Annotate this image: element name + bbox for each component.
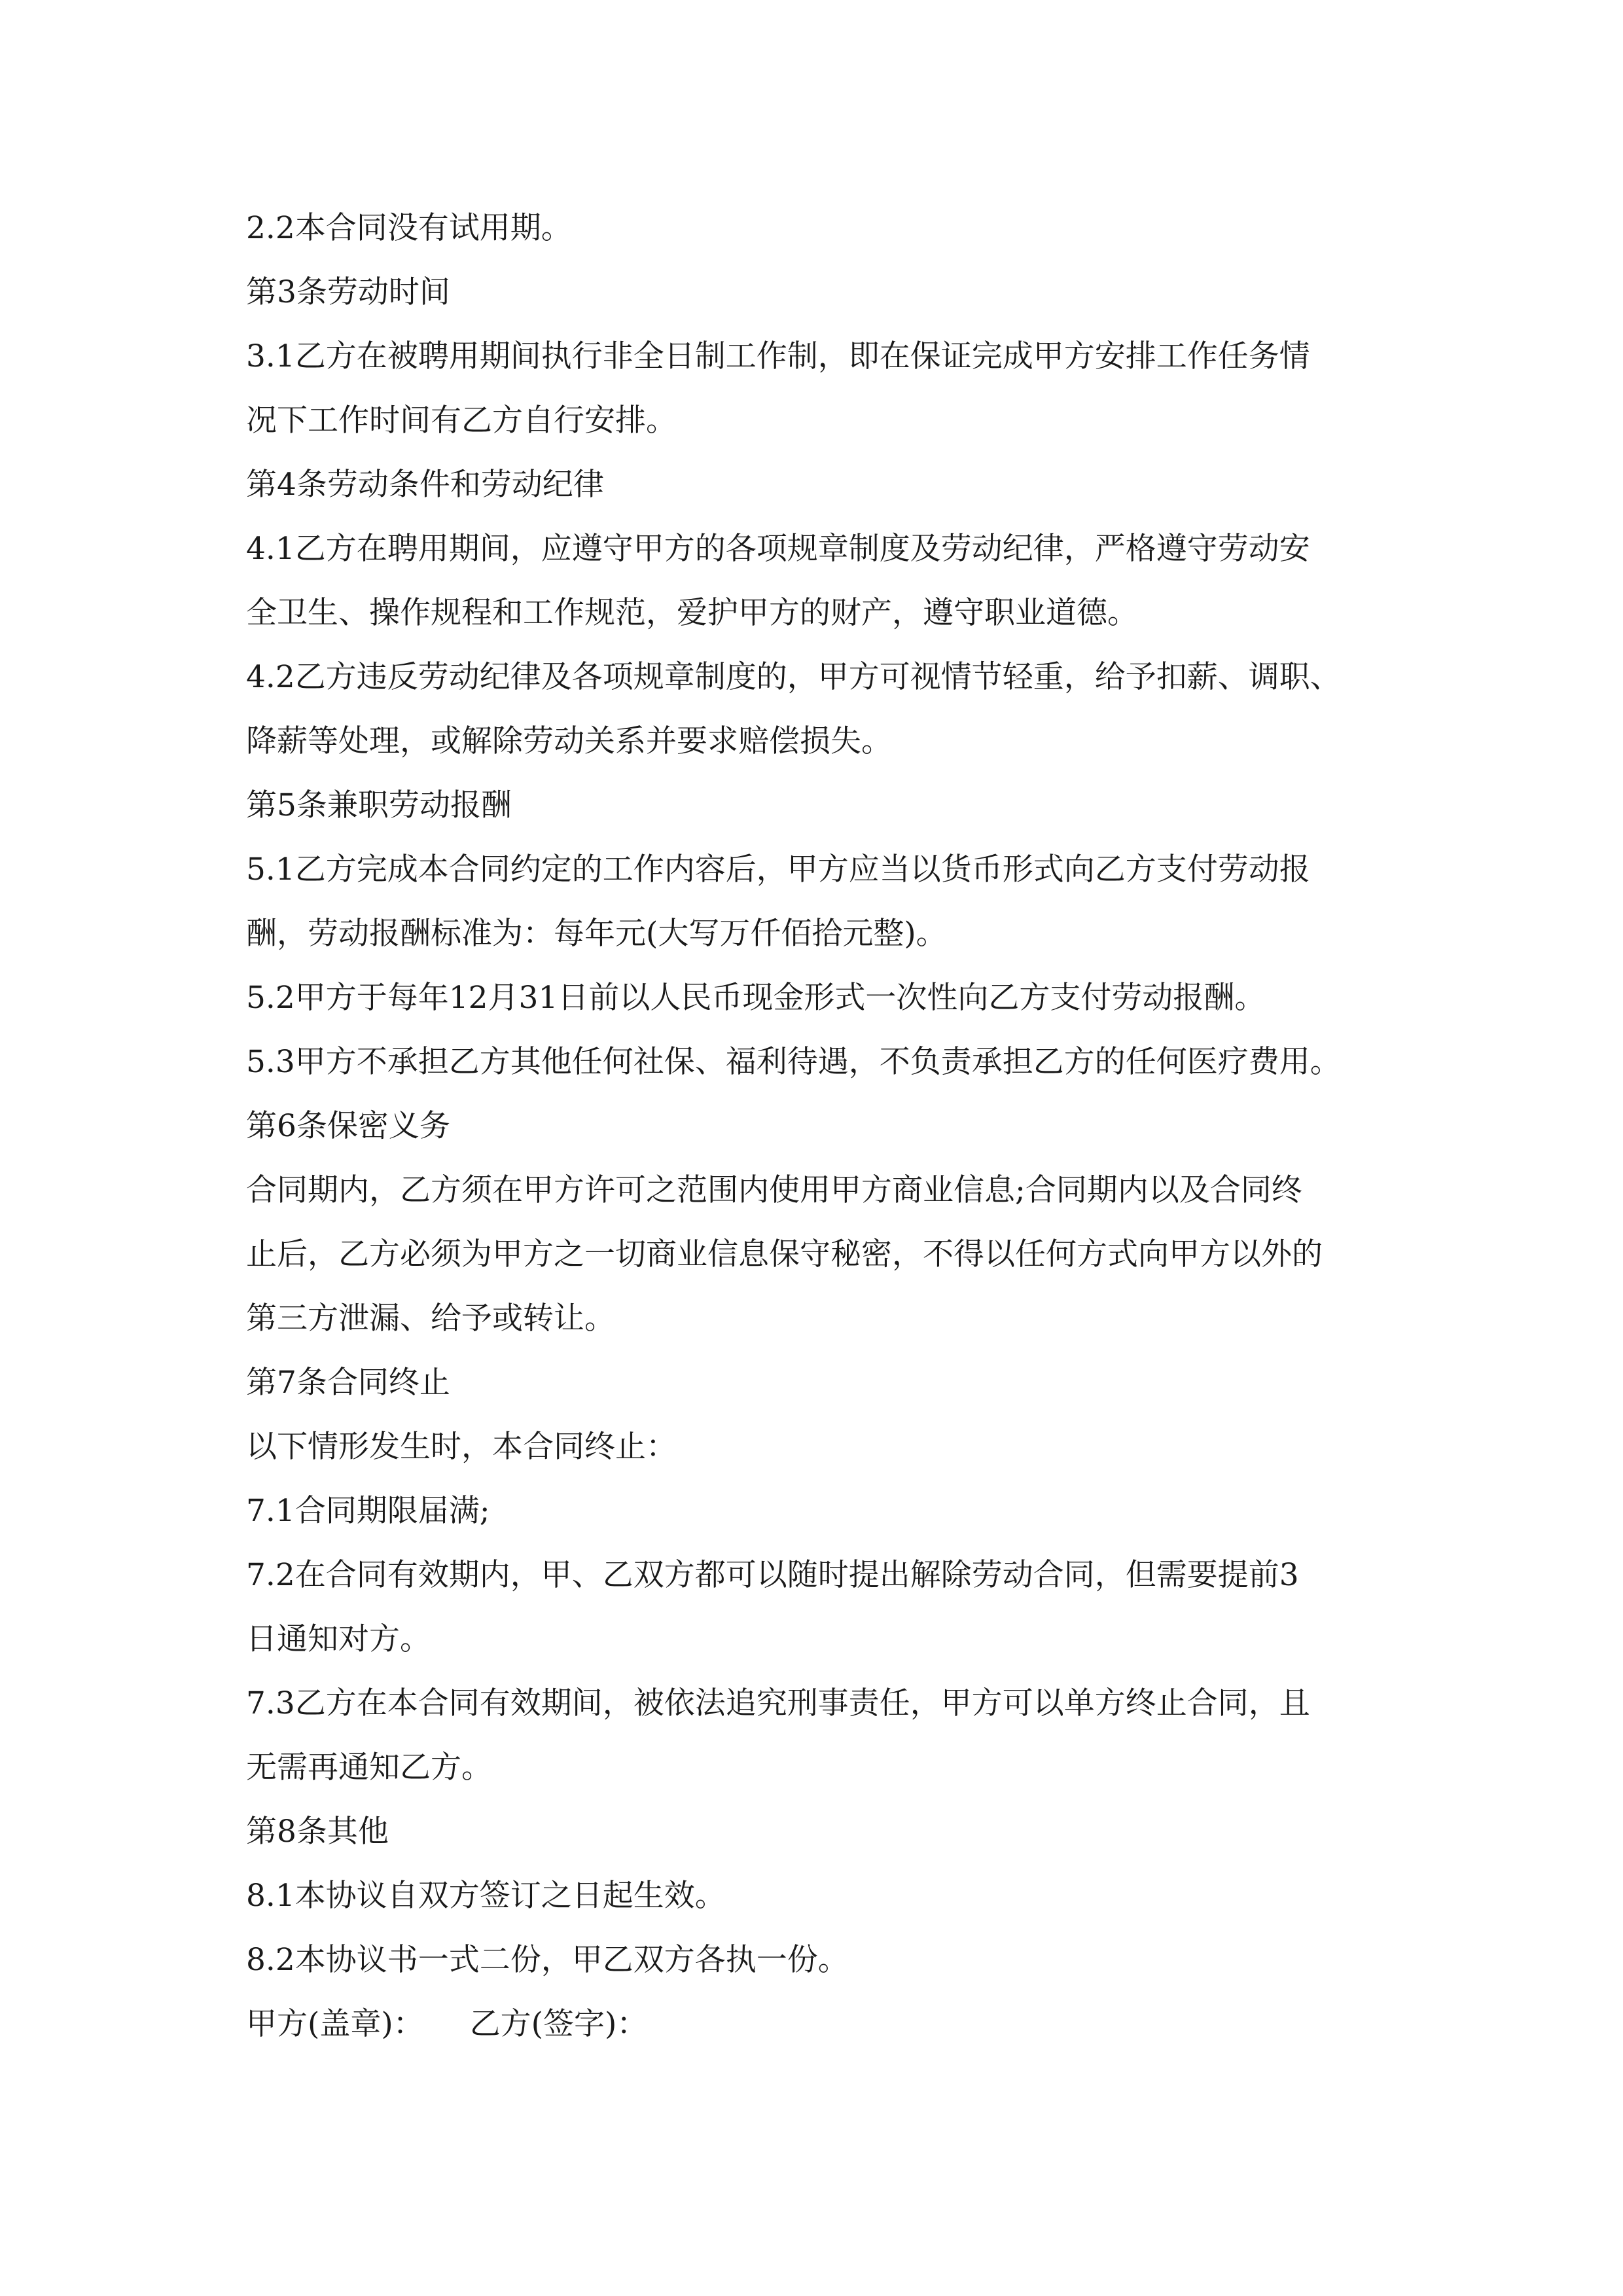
clause-4-2-line-2: 降薪等处理，或解除劳动关系并要求赔偿损失。 [246,723,892,759]
section-8-heading: 第8条其他 [246,1814,389,1850]
clause-7-3-line-2: 无需再通知乙方。 [246,1749,492,1785]
clause-7-2-line-2: 日通知对方。 [246,1621,431,1657]
clause-8-1: 8.1本协议自双方签订之日起生效。 [246,1878,726,1914]
clause-5-1-line-1: 5.1乙方完成本合同约定的工作内容后，甲方应当以货币形式向乙方支付劳动报 [246,852,1310,888]
clause-7-3-line-1: 7.3乙方在本合同有效期间，被依法追究刑事责任，甲方可以单方终止合同，且 [246,1685,1310,1721]
signature-line [246,1992,1385,2056]
clause-4-1-line-1: 4.1乙方在聘用期间，应遵守甲方的各项规章制度及劳动纪律，严格遵守劳动安 [246,531,1310,567]
section-6-text-line-3: 第三方泄漏、给予或转让。 [246,1300,615,1336]
section-4-heading: 第4条劳动条件和劳动纪律 [246,467,604,503]
clause-8-2: 8.2本协议书一式二份，甲乙双方各执一份。 [246,1942,849,1978]
party-a-seal-label: 甲方(盖章)： [246,2006,424,2042]
clause-3-1-line-2: 况下工作时间有乙方自行安排。 [246,403,677,439]
clause-4-1-line-2: 全卫生、操作规程和工作规范，爱护甲方的财产，遵守职业道德。 [246,595,1138,631]
clause-5-3: 5.3甲方不承担乙方其他任何社保、福利待遇，不负责承担乙方的任何医疗费用。 [246,1044,1341,1080]
contract-body [246,196,1385,2056]
section-6-text-line-1: 合同期内，乙方须在甲方许可之范围内使用甲方商业信息;合同期内以及合同终 [246,1172,1302,1208]
clause-4-2-line-1: 4.2乙方违反劳动纪律及各项规章制度的，甲方可视情节轻重，给予扣薪、调职、 [246,659,1341,695]
section-7-intro: 以下情形发生时，本合同终止： [246,1429,677,1465]
clause-5-1-line-2: 酬，劳动报酬标准为：每年元(大写万仟佰拾元整)。 [246,916,947,952]
section-5-heading: 第5条兼职劳动报酬 [246,787,512,823]
section-6-text-line-2: 止后，乙方必须为甲方之一切商业信息保守秘密，不得以任何方式向甲方以外的 [246,1236,1323,1272]
section-7-heading: 第7条合同终止 [246,1365,450,1401]
party-b-signature-label: 乙方(签字)： [469,2006,648,2042]
clause-2-2: 2.2本合同没有试用期。 [246,210,572,246]
section-3-heading: 第3条劳动时间 [246,274,450,310]
clause-3-1-line-1: 3.1乙方在被聘用期间执行非全日制工作制，即在保证完成甲方安排工作任务情 [246,338,1310,374]
clause-7-1: 7.1合同期限届满; [246,1493,490,1529]
clause-5-2: 5.2甲方于每年12月31日前以人民币现金形式一次性向乙方支付劳动报酬。 [246,980,1266,1016]
section-6-heading: 第6条保密义务 [246,1108,450,1144]
clause-7-2-line-1: 7.2在合同有效期内，甲、乙双方都可以随时提出解除劳动合同，但需要提前3 [246,1557,1299,1593]
